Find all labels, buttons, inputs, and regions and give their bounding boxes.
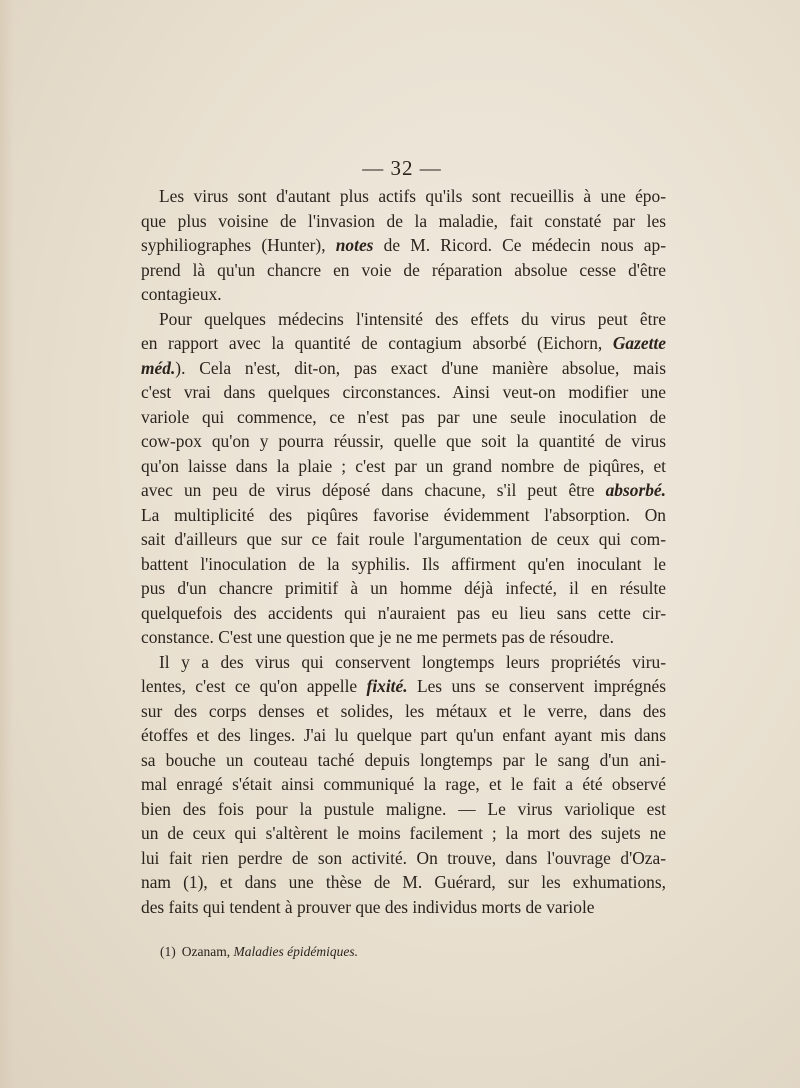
text-run: étoffes et des linges. J'ai lu quelque part qu'un enfant ayant mis dans bbox=[141, 725, 666, 745]
text-line bbox=[141, 380, 666, 405]
text-run: pus d'un chancre primitif à un homme déjà infecté, il en résulte bbox=[141, 578, 666, 598]
text-line bbox=[141, 282, 666, 307]
text-line bbox=[141, 331, 666, 356]
text-run: lentes, c'est ce qu'on appelle bbox=[141, 676, 367, 696]
text-run: contagieux. bbox=[141, 284, 222, 304]
text-line bbox=[141, 527, 666, 552]
text-run: battent l'inoculation de la syphilis. Ils affirment qu'en inoculant le bbox=[141, 553, 666, 574]
text-line bbox=[141, 797, 666, 822]
italic-term: méd. bbox=[141, 357, 176, 378]
text-run: ). Cela n'est, dit-on, pas exact d'une manière absolue, mais bbox=[175, 357, 666, 378]
text-line bbox=[141, 209, 666, 234]
text-line bbox=[141, 674, 666, 699]
text-run: Pour quelques médecins l'intensité des effets du virus peut être bbox=[159, 308, 666, 329]
text-line bbox=[141, 870, 666, 895]
text-line bbox=[141, 478, 666, 503]
text-line bbox=[141, 821, 666, 846]
text-run: lui fait rien perdre de son activité. On trouve, dans l'ouvrage d'Oza- bbox=[141, 847, 666, 868]
text-run: Les virus sont d'autant plus actifs qu'ils sont recueillis à une épo- bbox=[159, 186, 666, 206]
paragraph bbox=[141, 307, 666, 650]
text-line bbox=[141, 576, 666, 601]
text-line bbox=[141, 233, 666, 258]
text-run: constance. C'est une question que je ne me permets pas de résoudre. bbox=[141, 627, 615, 647]
italic-term: fixité. bbox=[366, 676, 408, 696]
footnote-title: Maladies épidémiques. bbox=[233, 944, 358, 959]
text-run: des faits qui tendent à prouver que des individus morts de variole bbox=[141, 896, 595, 917]
text-line bbox=[141, 772, 666, 797]
text-run: nam (1), et dans une thèse de M. Guérard, sur les exhumations, bbox=[141, 872, 666, 892]
text-run: quelquefois des accidents qui n'auraient pas eu lieu sans cette cir- bbox=[141, 602, 666, 623]
italic-term: notes bbox=[335, 235, 374, 255]
text-run: syphiliographes (Hunter), bbox=[141, 235, 336, 255]
text-run: qu'on laisse dans la plaie ; c'est par un grand nombre de piqûres, et bbox=[141, 455, 666, 476]
text-run: sait d'ailleurs que sur ce fait roule l'argumentation de ceux qui com- bbox=[141, 529, 666, 549]
footnote bbox=[160, 944, 358, 960]
page-number: — 32 — bbox=[362, 156, 442, 180]
text-line bbox=[141, 405, 666, 430]
text-line bbox=[141, 454, 666, 479]
text-run: en rapport avec la quantité de contagium absorbé (Eichorn, bbox=[141, 333, 613, 353]
text-line bbox=[141, 258, 666, 283]
text-line bbox=[141, 601, 666, 626]
paragraph bbox=[141, 650, 666, 920]
paragraph bbox=[141, 184, 666, 307]
text-run: Il y a des virus qui conservent longtemps leurs propriétés viru- bbox=[159, 651, 666, 672]
text-line bbox=[141, 699, 666, 724]
footnote-marker: (1) bbox=[160, 944, 176, 959]
text-run: La multiplicité des piqûres favorise évidemment l'absorption. On bbox=[141, 504, 666, 525]
text-run: de M. Ricord. Ce médecin nous ap- bbox=[373, 235, 667, 255]
text-line bbox=[141, 307, 666, 332]
text-line bbox=[141, 723, 666, 748]
text-line bbox=[141, 846, 666, 871]
text-run: que plus voisine de l'invasion de la maladie, fait constaté par les bbox=[141, 210, 666, 231]
text-line bbox=[141, 356, 666, 381]
text-run: prend là qu'un chancre en voie de réparation absolue cesse d'être bbox=[141, 259, 666, 280]
text-run: bien des fois pour la pustule maligne. — Le virus variolique est bbox=[141, 798, 666, 819]
text-run: variole qui commence, ce n'est pas par une seule inoculation de bbox=[141, 406, 666, 427]
italic-term: absorbé. bbox=[605, 480, 666, 500]
text-run: c'est vrai dans quelques circonstances. Ainsi veut-on modifier une bbox=[141, 382, 666, 402]
text-line bbox=[141, 429, 666, 454]
text-run: un de ceux qui s'altèrent le moins facilement ; la mort des sujets ne bbox=[141, 823, 666, 843]
text-run: cow-pox qu'on y pourra réussir, quelle que soit la quantité de virus bbox=[141, 431, 666, 451]
text-line bbox=[141, 552, 666, 577]
text-line bbox=[141, 650, 666, 675]
body-text bbox=[141, 184, 666, 919]
text-run: avec un peu de virus déposé dans chacune, s'il peut être bbox=[141, 480, 606, 500]
text-run: Les uns se conservent imprégnés bbox=[407, 676, 666, 696]
text-line bbox=[141, 184, 666, 209]
text-run: sa bouche un couteau taché depuis longtemps par le sang d'un ani- bbox=[141, 749, 666, 770]
text-line bbox=[141, 503, 666, 528]
text-run: mal enragé s'était ainsi communiqué la rage, et le fait a été observé bbox=[141, 774, 666, 794]
footnote-author: Ozanam, bbox=[181, 944, 231, 959]
text-line bbox=[141, 748, 666, 773]
text-line bbox=[141, 895, 666, 920]
text-line bbox=[141, 625, 666, 650]
italic-term: Gazette bbox=[612, 333, 666, 353]
text-run: sur des corps denses et solides, les métaux et le verre, dans des bbox=[141, 700, 666, 721]
